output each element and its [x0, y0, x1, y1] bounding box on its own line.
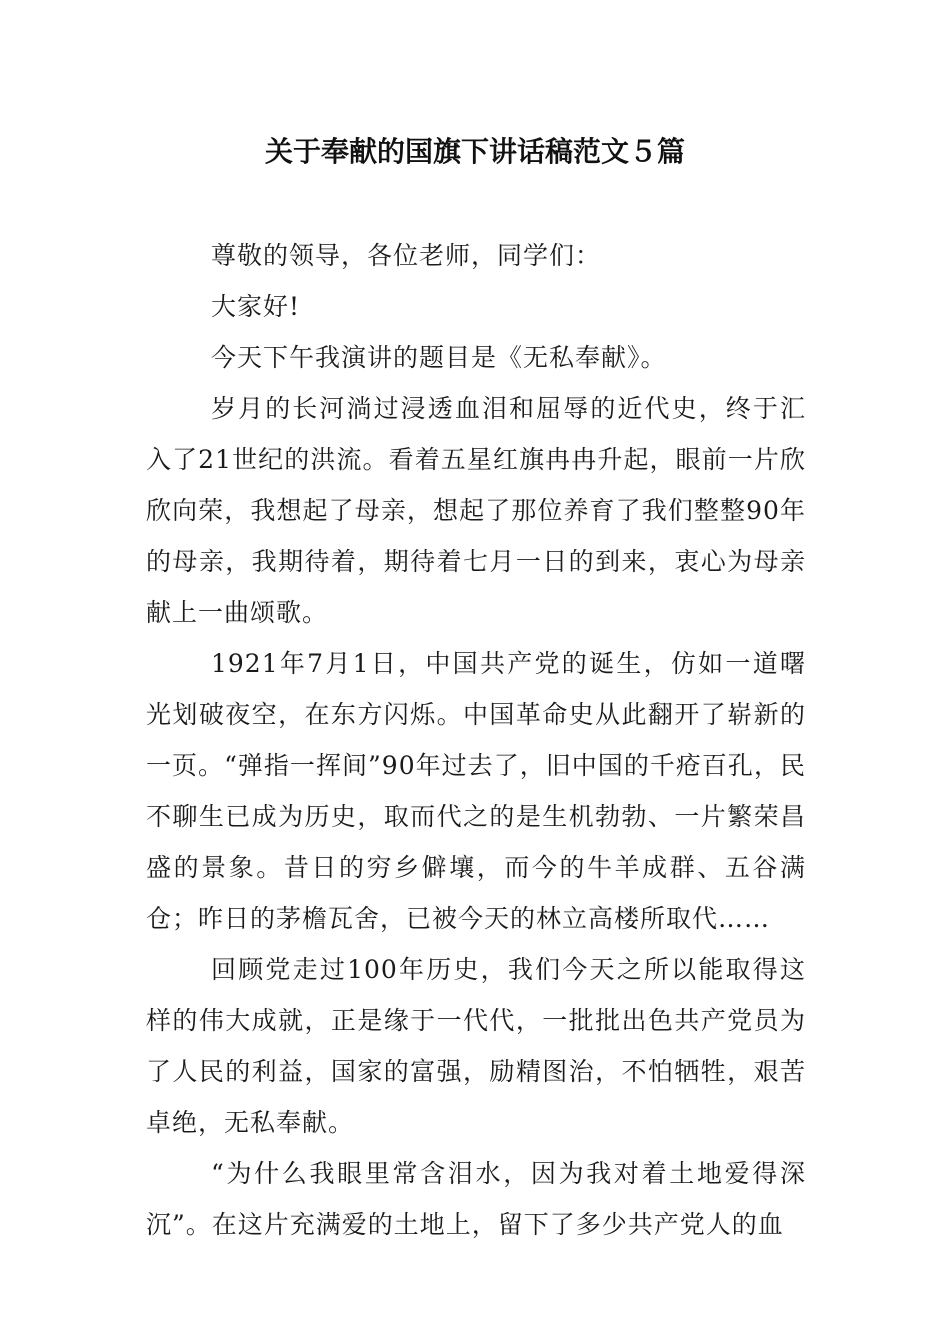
body-paragraph: 回顾党走过100年历史，我们今天之所以能取得这样的伟大成就，正是缘于一代代，一批批出色共产党员为了人民的利益，国家的富强，励精图治，不怕牺牲，艰苦卓绝，无私奉献。	[146, 955, 806, 1137]
greeting: 大家好!	[211, 292, 301, 321]
body-paragraph: 1921年7月1日，中国共产党的诞生，仿如一道曙光划破夜空，在东方闪烁。中国革命史从此翻开了崭新的一页。“弹指一挥间”90年过去了，旧中国的千疮百孔，民不聊生已成为历史，取而代之的是生机勃勃、一片繁荣昌盛的景象。昔日的穷乡僻壤，而今的牛羊成群、五谷满仓；昨日的茅檐瓦舍，已被今天的林立高楼所取代……	[146, 649, 806, 933]
body-paragraph: 岁月的长河淌过浸透血泪和屈辱的近代史，终于汇入了21世纪的洪流。看着五星红旗冉冉升起，眼前一片欣欣向荣，我想起了母亲，想起了那位养育了我们整整90年的母亲，我期待着，期待着七月一日的到来，衷心为母亲献上一曲颂歌。	[146, 394, 806, 627]
document-body	[146, 230, 806, 1250]
body-paragraph: “为什么我眼里常含泪水，因为我对着土地爱得深沉”。在这片充满爱的土地上，留下了多少共产党人的血	[146, 1159, 806, 1239]
topic-paragraph: 今天下午我演讲的题目是《无私奉献》。	[211, 343, 667, 372]
salutation: 尊敬的领导，各位老师，同学们：	[211, 241, 602, 270]
document-title: 关于奉献的国旗下讲话稿范文５篇	[264, 135, 685, 168]
